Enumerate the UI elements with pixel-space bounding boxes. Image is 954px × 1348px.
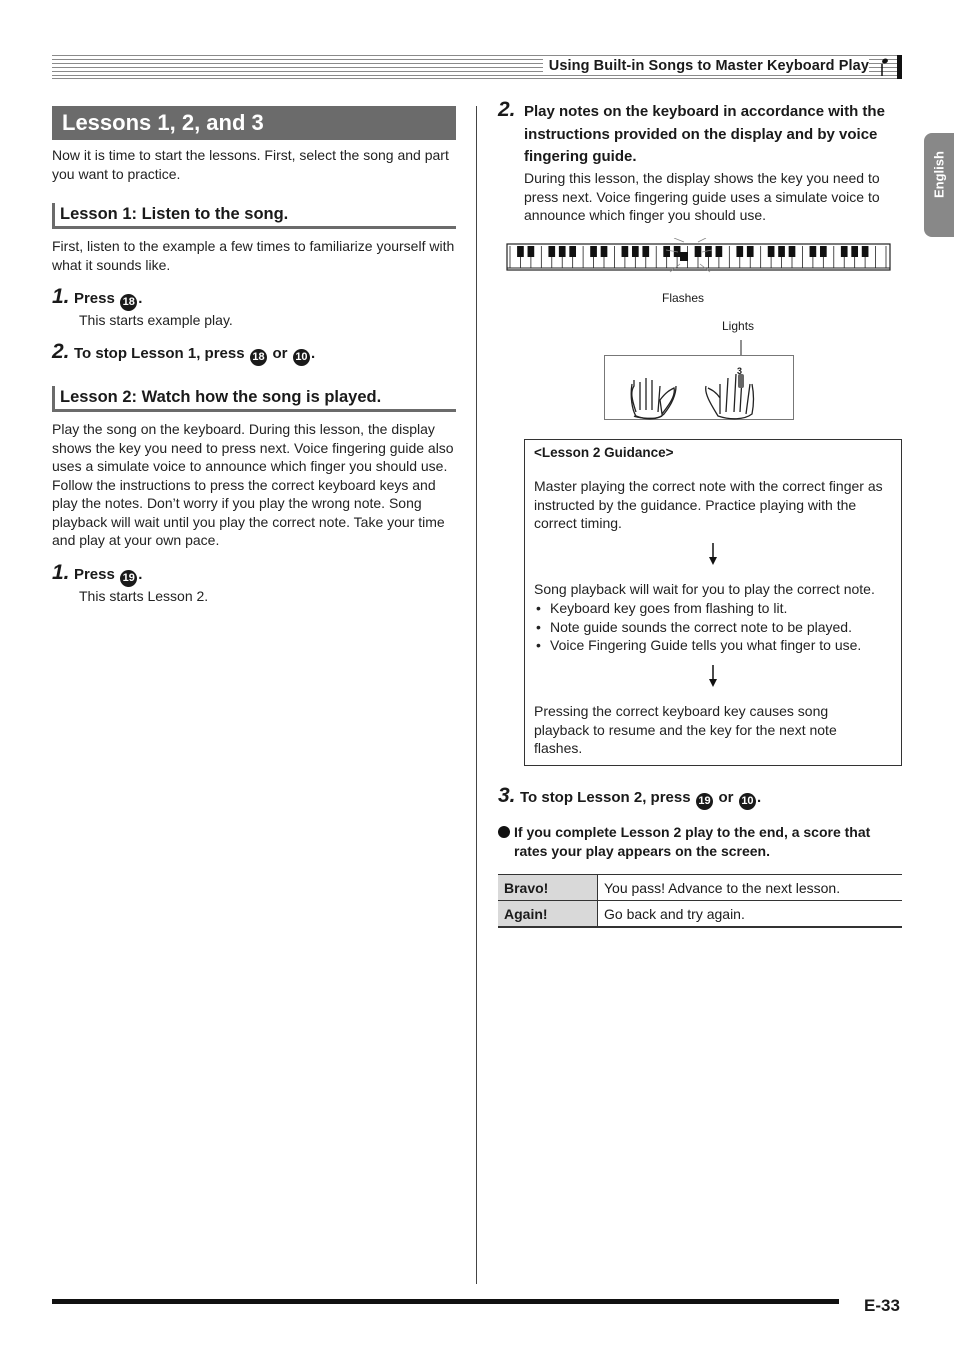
list-item: • Voice Fingering Guide tells you what finger to use. (534, 636, 896, 655)
black-key (642, 246, 649, 257)
lesson2-heading: Lesson 2: Watch how the song is played. (52, 386, 456, 412)
lesson2-step1: 1. Press 19 . (52, 562, 456, 587)
score-note: If you complete Lesson 2 play to the end, a score that rates your play appears on the screen. (514, 824, 871, 859)
black-key (663, 246, 670, 257)
black-key (862, 246, 869, 257)
black-key (517, 246, 524, 257)
score-table (498, 874, 902, 928)
keyboard-display-figure (506, 238, 892, 278)
step-number: 1. (52, 561, 70, 584)
step-number: 2. (52, 340, 70, 363)
step2-body: During this lesson, the display shows the key you need to press next. Voice fingering guide uses a simulate voice to announce which finger you should use. (524, 170, 880, 223)
lesson1-step1: 1. Press 18 . (52, 286, 456, 311)
lesson1-body: First, listen to the example a few times to familiarize yourself with what it sounds like. (52, 238, 455, 273)
black-key (778, 246, 785, 257)
step-number: 2. (498, 98, 516, 121)
list-item: • Note guide sounds the correct note to be played. (534, 618, 896, 637)
black-key (528, 246, 535, 257)
step-text: To stop Lesson 2, press (519, 789, 691, 806)
page-title: Lessons 1, 2, and 3 (52, 106, 456, 140)
lesson2-step3: 3. To stop Lesson 2, press 19 or 10 . (498, 785, 902, 810)
guidance-bullet-list (534, 599, 896, 655)
lesson1-step1-sub: This starts example play. (79, 312, 233, 328)
score-description: Go back and try again. (598, 901, 903, 928)
button-ref-icon: 18 (120, 294, 137, 311)
black-key (622, 246, 629, 257)
black-key (716, 246, 723, 257)
lesson1-heading: Lesson 1: Listen to the song. (52, 203, 456, 229)
black-key (548, 246, 555, 257)
or-text: or (718, 789, 734, 806)
score-label: Again! (498, 901, 598, 928)
page-number: E-33 (864, 1296, 900, 1315)
lesson2-step1-sub: This starts Lesson 2. (79, 588, 209, 604)
header-section-title: Using Built-in Songs to Master Keyboard Play (543, 58, 869, 74)
down-arrow-icon (707, 665, 719, 689)
black-key (736, 246, 743, 257)
button-ref-icon: 10 (739, 793, 756, 810)
black-key (810, 246, 817, 257)
guidance-paragraph-2: Song playback will wait for you to play the correct note. (534, 581, 875, 597)
table-row (498, 901, 902, 928)
note-bullet-icon (498, 826, 510, 838)
black-key (559, 246, 566, 257)
language-tab (924, 133, 954, 237)
or-text: or (272, 345, 288, 362)
intro-paragraph: Now it is time to start the lessons. First, select the song and part you want to practice. (52, 147, 449, 182)
footer-bar (52, 1299, 839, 1304)
black-key (851, 246, 858, 257)
step-number: 3. (498, 784, 516, 807)
guidance-paragraph-1: Master playing the correct note with the correct finger as instructed by the guidance. Practice playing with the correct timing. (534, 478, 883, 531)
step-text: To stop Lesson 1, press (73, 345, 245, 362)
flashes-label: Flashes (662, 291, 705, 305)
column-divider (476, 106, 477, 1284)
black-key (695, 246, 702, 257)
black-key (768, 246, 775, 257)
guidance-title: <Lesson 2 Guidance> (534, 445, 674, 460)
language-tab-label: English (931, 151, 947, 198)
button-ref-icon: 18 (250, 349, 267, 366)
score-description: You pass! Advance to the next lesson. (598, 875, 903, 901)
black-key (569, 246, 576, 257)
button-ref-icon: 19 (696, 793, 713, 810)
black-key (747, 246, 754, 257)
lesson1-step2: 2. To stop Lesson 1, press 18 or 10 . (52, 341, 456, 366)
step-number: 1. (52, 285, 70, 308)
music-note-icon (878, 56, 896, 78)
button-ref-icon: 19 (120, 570, 137, 587)
step2-instruction: Play notes on the keyboard in accordance with the instructions provided on the display and by voice fingering guide. (524, 103, 885, 165)
black-key (601, 246, 608, 257)
black-key (590, 246, 597, 257)
black-key (820, 246, 827, 257)
step-text: Press (73, 290, 115, 307)
black-key (841, 246, 848, 257)
lesson2-body: Play the song on the keyboard. During this lesson, the display shows the key you need to press next. Voice fingering guide also uses a simulate voice to announce which finger you should use. Follow the instructions to press the correct keyboard keys and play the notes. Don’t worry if you play the wrong note. Song playback will wait until you play the correct note. Take your time and play at your own pace. (52, 421, 454, 548)
header-end-bar (897, 55, 902, 79)
table-row (498, 875, 902, 901)
fingering-hands-figure (604, 340, 796, 422)
finger-number: 3 (737, 366, 743, 376)
list-item: • Keyboard key goes from flashing to lit. (534, 599, 896, 618)
down-arrow-icon (707, 543, 719, 567)
guidance-paragraph-3: Pressing the correct keyboard key causes song playback to resume and the key for the next note flashes. (534, 703, 837, 756)
score-label: Bravo! (498, 875, 598, 901)
black-key (789, 246, 796, 257)
button-ref-icon: 10 (293, 349, 310, 366)
lights-label: Lights (722, 319, 755, 333)
step-text: Press (73, 566, 115, 583)
black-key (632, 246, 639, 257)
